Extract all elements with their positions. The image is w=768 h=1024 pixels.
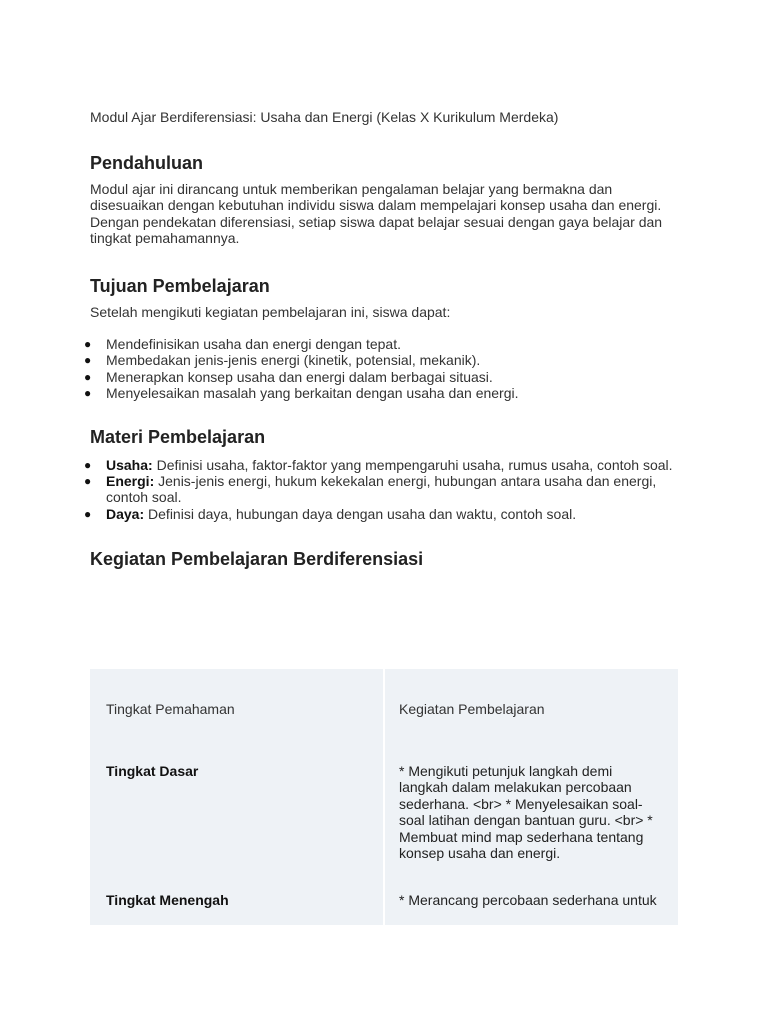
term-usaha: Usaha: xyxy=(106,456,153,473)
list-item: ● Menerapkan konsep usaha dan energi dalam berbagai situasi. xyxy=(84,368,493,385)
list-item: ● Mendefinisikan usaha dan energi dengan tepat. xyxy=(84,336,401,353)
heading-pendahuluan: Pendahuluan xyxy=(90,153,204,173)
bullet-icon: ● xyxy=(84,386,92,401)
list-item: ● Menyelesaikan masalah yang berkaitan dengan usaha dan energi. xyxy=(84,385,519,402)
table-cell-level: Tingkat Menengah xyxy=(106,892,229,908)
heading-materi: Materi Pembelajaran xyxy=(90,426,266,447)
bullet-icon: ● xyxy=(84,353,92,368)
bullet-icon: ● xyxy=(84,369,92,384)
document-body xyxy=(84,108,680,570)
table-cell-activity: * Mengikuti petunjuk langkah demi langkah dalam melakukan percobaan sederhana. <br> * Menyelesaikan soal-soal latihan dengan bantuan guru. <br> * Membuat mind map sederhana tentang konsep usaha dan energi. xyxy=(399,763,653,862)
activity-table xyxy=(90,669,678,925)
list-item: ● Daya: Definisi daya, hubungan daya dengan usaha dan waktu, contoh soal. xyxy=(84,505,577,522)
list-materi xyxy=(84,456,680,523)
list-tujuan xyxy=(84,336,680,402)
heading-kegiatan: Kegiatan Pembelajaran Berdiferensiasi xyxy=(90,549,424,570)
term-energi: Energi: xyxy=(106,473,155,490)
list-item: ● Membedakan jenis-jenis energi (kinetik, potensial, mekanik). xyxy=(84,352,481,369)
term-daya: Daya: xyxy=(106,505,145,522)
list-item: ● Energi: Jenis-jenis energi, hukum kekekalan energi, hubungan antara usaha dan energi, contoh soal. xyxy=(84,473,657,506)
bullet-icon: ● xyxy=(84,474,92,489)
list-item: ● Usaha: Definisi usaha, faktor-faktor yang mempengaruhi usaha, rumus usaha, contoh soal. xyxy=(84,456,673,473)
document-title: Modul Ajar Berdiferensiasi: Usaha dan Energi (Kelas X Kurikulum Merdeka) xyxy=(90,109,559,125)
bullet-icon: ● xyxy=(84,506,92,521)
table-header-activity: Kegiatan Pembelajaran xyxy=(399,701,545,717)
column-divider xyxy=(383,669,385,925)
paragraph-pendahuluan: Modul ajar ini dirancang untuk memberikan pengalaman belajar yang bermakna dan disesuaikan dengan kebutuhan individu siswa dalam mempelajari konsep usaha dan energi. Dengan pendekatan diferensiasi, setiap siswa dapat belajar sesuai dengan gaya belajar dan tingkat pemahamannya. xyxy=(90,181,663,247)
paragraph-tujuan-intro: Setelah mengikuti kegiatan pembelajaran ini, siswa dapat: xyxy=(90,303,451,320)
table-cell-level: Tingkat Dasar xyxy=(106,763,199,779)
heading-tujuan: Tujuan Pembelajaran xyxy=(90,275,270,296)
table-header-level: Tingkat Pemahaman xyxy=(106,701,235,717)
bullet-icon: ● xyxy=(84,337,92,352)
table-cell-activity: * Merancang percobaan sederhana untuk xyxy=(399,892,657,908)
bullet-icon: ● xyxy=(84,457,92,472)
